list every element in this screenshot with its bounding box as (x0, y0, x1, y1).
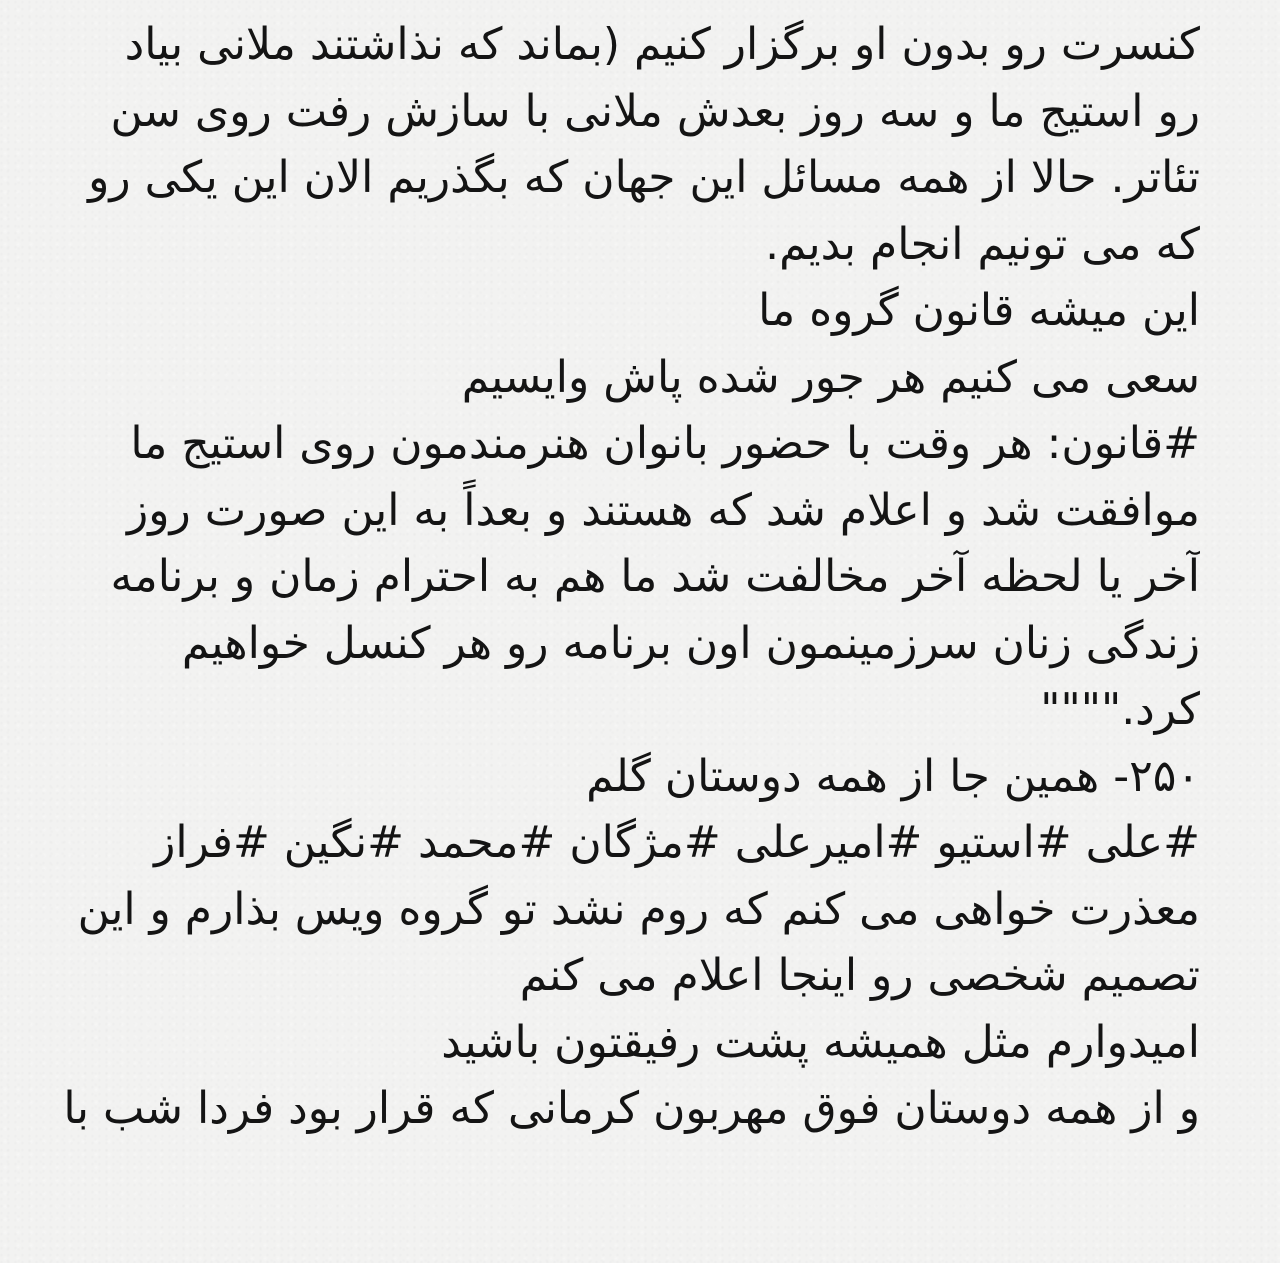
note-line-3: تئاتر. حالا از همه مسائل این جهان که بگذریم الان این یکی رو (88, 152, 1200, 203)
note-line-4: که می تونیم انجام بدیم. (765, 218, 1200, 270)
note-line-6: سعی می کنیم هر جور شده پاش وایسیم (461, 351, 1200, 403)
note-line-14: معذرت خواهی می کنم که روم نشد تو گروه ویس بذارم و این (77, 883, 1200, 935)
note-line-8: موافقت شد و اعلام شد که هستند و بعداً به این صورت روز (127, 484, 1200, 536)
note-line-10: زندگی زنان سرزمینمون اون برنامه رو هر کنسل خواهیم (181, 617, 1200, 669)
note-line-1: کنسرت رو بدون او برگزار کنیم (بماند که نذاشتند ملانی بیاد (124, 19, 1200, 70)
note-line-2: رو استیج ما و سه روز بعدش ملانی با سازش رفت روی سن (110, 85, 1200, 137)
note-line-12: ۲۵۰- همین جا از همه دوستان گلم (586, 750, 1200, 802)
note-line-16: امیدوارم مثل همیشه پشت رفیقتون باشید (441, 1016, 1200, 1068)
note-line-13: #علی #استیو #امیرعلی #مژگان #محمد #نگین #فراز (154, 817, 1200, 868)
note-line-17: و از همه دوستان فوق مهربون کرمانی که قرار بود فردا شب با (63, 1083, 1200, 1134)
note-line-15: تصمیم شخصی رو اینجا اعلام می کنم (519, 950, 1200, 1001)
note-line-5: این میشه قانون گروه ما (758, 285, 1200, 336)
note-line-9: آخر یا لحظه آخر مخالفت شد ما هم به احترام زمان و برنامه (110, 551, 1200, 602)
note-line-11: کرد."""" (1040, 684, 1200, 735)
note-line-7: #قانون: هر وقت با حضور بانوان هنرمندمون روی استیج ما (130, 418, 1200, 469)
